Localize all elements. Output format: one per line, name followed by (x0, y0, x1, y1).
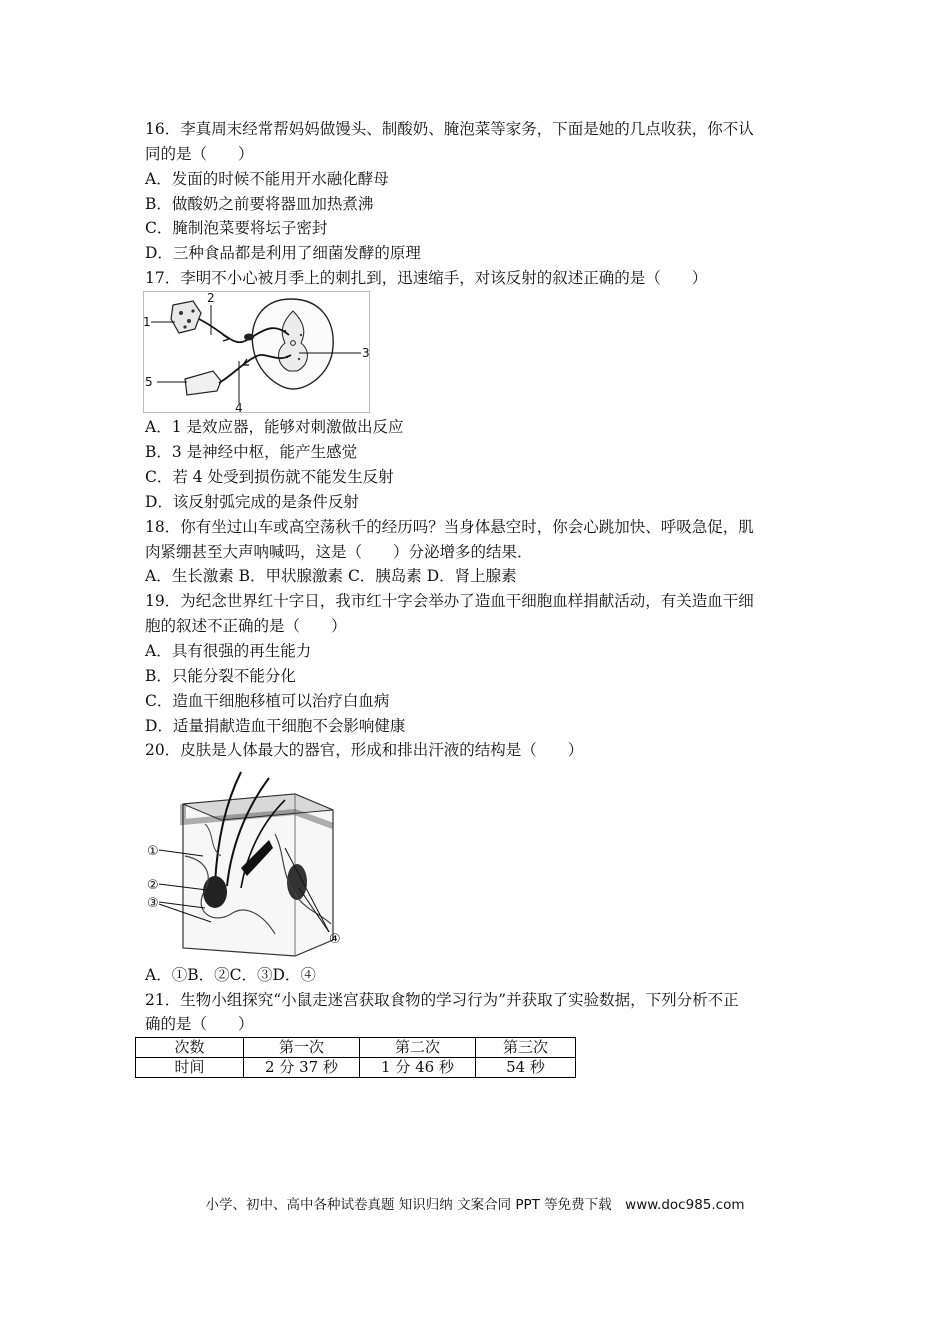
q18-stem-line2: 肉紧绷甚至大声呐喊吗，这是（ ）分泌增多的结果． (145, 543, 533, 561)
reflex-label-2: 2 (207, 291, 215, 305)
q20-stem: 20．皮肤是人体最大的器官，形成和排出汗液的结构是（ ） (145, 741, 584, 759)
q19-option-d: D．适量捐献造血干细胞不会影响健康 (145, 717, 406, 735)
q19-stem-line1: 19．为纪念世界红十字日，我市红十字会举办了造血干细胞血样捐献活动，有关造血干细 (145, 592, 754, 610)
skin-structure-figure (145, 764, 345, 960)
q18-stem-line1: 18．你有坐过山车或高空荡秋千的经历吗？当身体悬空时，你会心跳加快、呼吸急促，肌 (145, 518, 754, 536)
table-header-cell: 第三次 (476, 1038, 576, 1058)
reflex-arc-figure (143, 291, 371, 413)
table-cell: 2 分 37 秒 (244, 1058, 360, 1078)
skin-label-2: ② (147, 878, 159, 893)
table-header-cell: 次数 (136, 1038, 244, 1058)
q16-option-d: D．三种食品都是利用了细菌发酵的原理 (145, 244, 421, 262)
reflex-label-1: 1 (143, 315, 151, 329)
q17-option-d: D．该反射弧完成的是条件反射 (145, 493, 359, 511)
table-header-cell: 第二次 (360, 1038, 476, 1058)
q21-stem-line1: 21．生物小组探究“小鼠走迷宫获取食物的学习行为”并获取了实验数据，下列分析不正 (145, 991, 739, 1009)
skin-label-3: ③ (147, 896, 159, 911)
q19-option-a: A．具有很强的再生能力 (145, 642, 312, 660)
table-row (136, 1058, 576, 1078)
q17-option-a: A．1 是效应器，能够对刺激做出反应 (145, 418, 404, 436)
table-cell: 时间 (136, 1058, 244, 1078)
table-header-row (136, 1038, 576, 1058)
reflex-label-4: 4 (235, 401, 243, 413)
q17-option-c: C．若 4 处受到损伤就不能发生反射 (145, 468, 394, 486)
q16-stem-line2: 同的是（ ） (145, 145, 254, 163)
q19-option-b: B．只能分裂不能分化 (145, 667, 296, 685)
q19-option-c: C．造血干细胞移植可以治疗白血病 (145, 692, 390, 710)
q16-option-a: A．发面的时候不能用开水融化酵母 (145, 170, 389, 188)
reflex-label-3: 3 (362, 346, 370, 360)
table-cell: 1 分 46 秒 (360, 1058, 476, 1078)
q20-options: A．①B．②C．③D．④ (145, 966, 316, 984)
maze-data-table (135, 1037, 576, 1078)
skin-label-1: ① (147, 844, 159, 859)
q19-stem-line2: 胞的叙述不正确的是（ ） (145, 617, 347, 635)
q17-stem: 17．李明不小心被月季上的刺扎到，迅速缩手，对该反射的叙述正确的是（ ） (145, 269, 708, 287)
q18-options: A．生长激素 B．甲状腺激素 C．胰岛素 D．肾上腺素 (145, 567, 517, 585)
table-cell: 54 秒 (476, 1058, 576, 1078)
q17-option-b: B．3 是神经中枢，能产生感觉 (145, 443, 358, 461)
table-header-cell: 第一次 (244, 1038, 360, 1058)
page-footer: 小学、初中、高中各种试卷真题 知识归纳 文案合同 PPT 等免费下载 www.doc985.com (205, 1197, 745, 1213)
q16-option-b: B．做酸奶之前要将器皿加热煮沸 (145, 195, 374, 213)
skin-label-4: ④ (329, 932, 341, 947)
q21-stem-line2: 确的是（ ） (145, 1015, 254, 1033)
reflex-label-5: 5 (145, 375, 153, 389)
q16-option-c: C．腌制泡菜要将坛子密封 (145, 219, 328, 237)
q16-stem-line1: 16．李真周末经常帮妈妈做馒头、制酸奶、腌泡菜等家务，下面是她的几点收获，你不认 (145, 120, 754, 138)
